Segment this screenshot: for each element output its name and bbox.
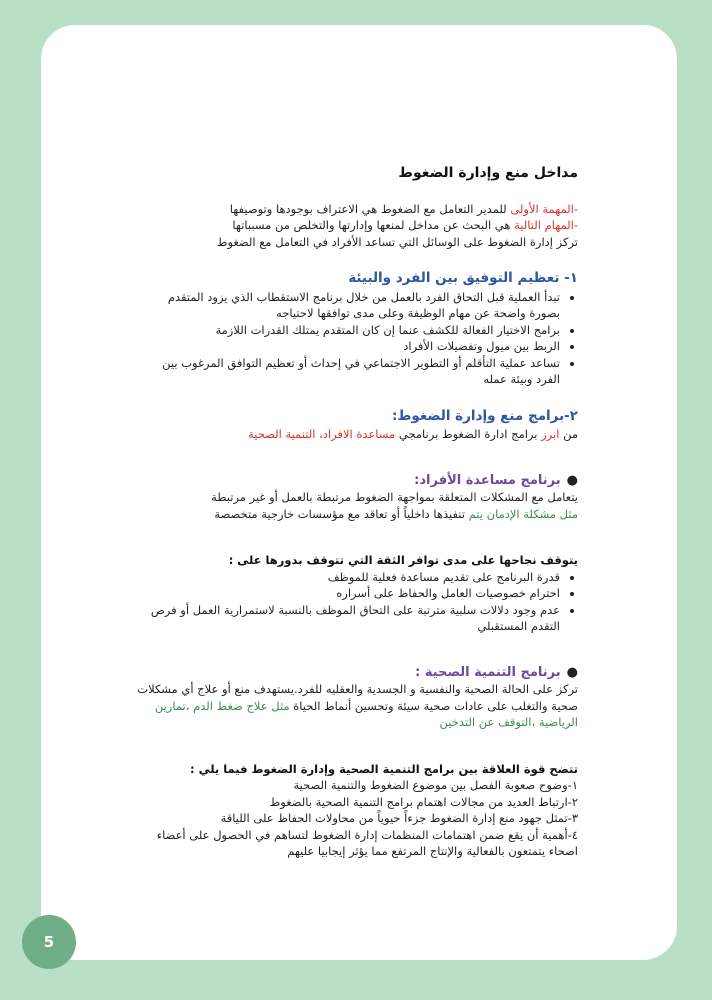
list-item: • تبدأ العملية قبل التحاق الفرد بالعمل من خلال برنامج الاستقطاب الذي يزود المتقدم بصورة واضحة عن مهام الوظيفة وعلى مدى توافقها لاحتياجه [135, 289, 560, 322]
list-item: • تساعد عملية التأقلم أو التطوير الاجتماعي في إحداث أو تعظيم التوافق المرغوب بين الفرد وبيئة عمله [135, 355, 560, 388]
intro-block [135, 201, 578, 251]
section3-text: مثل مشكلة الإدمان يتم تنفيذها داخلياً أو تعاقد مع مؤسسات خارجية متخصصة [214, 506, 578, 521]
section5-text: تركز على الحالة الصحية والنفسية و الجسدية والعقليه للفرد.يستهدف منع أو علاج أي مشكلات صحية والتغلب على عادات صحية سيئة وتحسين أنماط الحياة مثل علاج ضغط الدم ،تمارين الرياضية ،التوقف عن التدخين [137, 682, 578, 729]
bullet-icon: ● [566, 664, 578, 680]
section2-heading: ٢-برامج منع وإدارة الضغوط: [391, 407, 578, 424]
section4-heading: يتوقف نجاحها على مدى توافر الثقة التي تتوقف بدورها على : [228, 553, 578, 567]
section3-heading: ●برنامج مساعدة الأفراد: [414, 472, 578, 488]
section2-line: من ابرز برامج ادارة الضغوط برنامجي مساعدة الافراد، التنمية الصحية [248, 427, 578, 441]
section3-text: يتعامل مع المشكلات المتعلقة بمواجهة الضغوط مرتبطة بالعمل أو غير مرتبطة [211, 490, 578, 504]
section4-list [135, 569, 578, 635]
list-item: • احترام خصوصيات العامل والحفاظ على أسراره [135, 585, 560, 602]
list-item: ٢-ارتباط العديد من مجالات اهتمام برامج التنمية الصحية بالضغوط [269, 794, 578, 809]
section1-list [135, 289, 578, 388]
section6-list [135, 777, 578, 860]
intro-line: تركز إدارة الضغوط على الوسائل التي تساعد الأفراد في التعامل مع الضغوط [216, 234, 578, 249]
list-item: ٣-تمثل جهود منع إدارة الضغوط جزءاً حيوياً من محاولات الحفاظ على اللياقة [220, 811, 578, 825]
list-item: • قدرة البرنامج على تقديم مساعدة فعلية للموظف [135, 569, 560, 586]
section6-heading: تتضح قوة العلاقة بين برامج التنمية الصحية وإدارة الضغوط فيما يلي : [189, 761, 578, 776]
list-item: • الربط بين ميول وتفضيلات الأفراد [135, 338, 560, 355]
intro-line: -المهام التالية هي البحث عن مداخل لمنعها وإدارتها والتخلص من مسبباتها [232, 218, 578, 232]
list-item: ٤-أهمية أن يقع ضمن اهتمامات المنظمات إدارة الضغوط لتساهم في الحصول على أعضاء اصحاء يتمتعون بالفعالية والإنتاج المرتفع مما يؤثر إيجابيا عليهم [156, 827, 578, 858]
intro-line: -المهمة الأولى للمدير التعامل مع الضغوط هي الاعتراف بوجودها وتوصيفها [229, 201, 578, 216]
bullet-icon: ● [566, 472, 578, 488]
section1-heading: ١- تعظيم التوفيق بين الفرد والبيئة [348, 270, 578, 286]
page-title: مداخل منع وإدارة الضغوط [398, 165, 578, 181]
document-body [135, 165, 578, 860]
section5-heading: ●برنامج التنمية الصحية : [415, 664, 578, 680]
list-item: • عدم وجود دلالات سلبية مترتبة على التحاق الموظف بالنسبة لاستمرارية العمل أو فرص التقدم المستقبلي [135, 602, 560, 635]
list-item: • برامج الاختيار الفعالة للكشف عنما إن كان المتقدم يمتلك القدرات اللازمة [135, 322, 560, 339]
list-item: ١-وضوح صعوبة الفصل بين موضوع الضغوط والتنمية الصحية [293, 778, 578, 792]
page-number-badge: 5 [22, 915, 76, 969]
